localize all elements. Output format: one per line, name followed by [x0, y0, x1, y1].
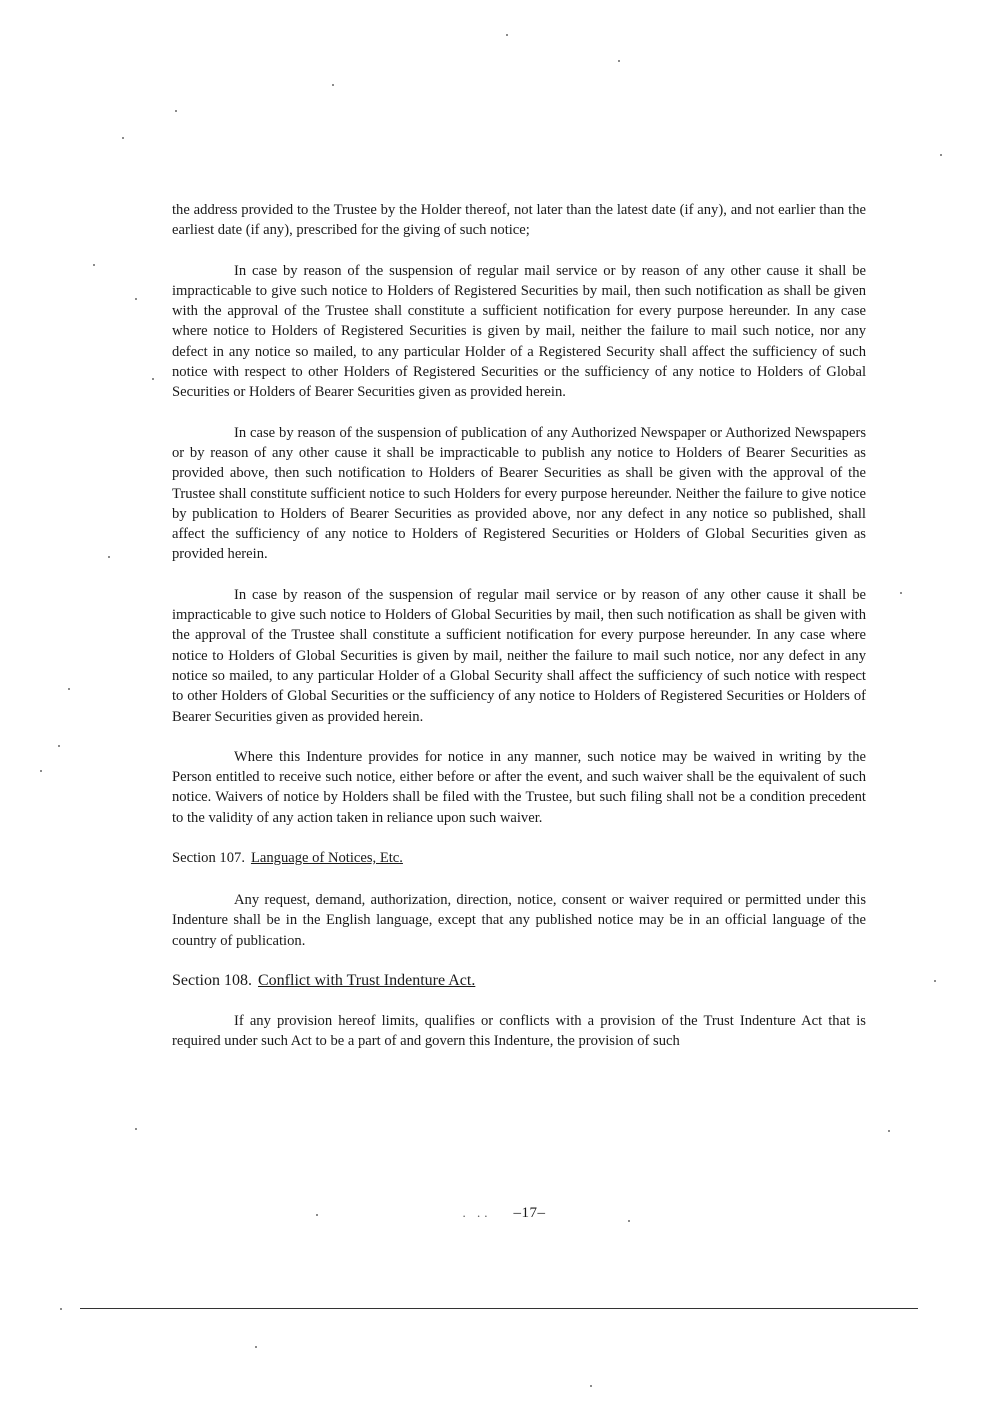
section-108-title: Conflict with Trust Indenture Act.: [258, 971, 476, 989]
scan-speck: [108, 556, 110, 558]
document-body: [172, 200, 866, 1072]
scan-speck: [506, 34, 508, 36]
paragraph-bearer-securities: In case by reason of the suspension of publication of any Authorized Newspaper or Authorized Newspapers or by reason of any other cause it shall be impracticable to publish any notice to Holders of Bearer Securities as provided above, then such notification to Holders of Bearer Securities as shall be given with the approval of the Trustee shall constitute sufficient notice to such Holders for every purpose hereunder. Neither the failure to give notice by publication to Holders of Bearer Securities as provided above, nor any defect in any notice so published, shall affect the sufficiency of any notice to Holders of Registered Securities or Holders of Global Securities given as provided herein.: [172, 424, 866, 563]
scan-speck: [40, 770, 42, 772]
scan-speck: [332, 84, 334, 86]
page-number-line: [0, 1205, 1008, 1222]
section-107-heading: [172, 848, 866, 868]
scan-speck: [628, 1220, 630, 1222]
scan-speck: [58, 745, 60, 747]
scan-speck: [316, 1214, 318, 1216]
section-107-body: Any request, demand, authorization, direction, notice, consent or waiver required or permitted under this Indenture shall be in the English language, except that any published notice may be in an official language of the country of publication.: [172, 892, 866, 949]
paragraph-global-securities: In case by reason of the suspension of regular mail service or by reason of any other cause it shall be impracticable to give such notice to Holders of Global Securities by mail, then such notification as shall be given with the approval of the Trustee shall constitute a sufficient notification for every purpose hereunder. In any case where notice to Holders of Global Securities is given by mail, neither the failure to mail such notice, nor any defect in any notice so mailed, to any particular Holder of a Global Security shall affect the sufficiency of such notice with respect to other Holders of Global Securities or the sufficiency of any notice to Holders of Registered Securities or Holders of Bearer Securities given as provided herein.: [172, 586, 866, 725]
scan-speck: [68, 688, 70, 690]
section-107-title: Language of Notices, Etc.: [250, 850, 403, 867]
paragraph-waiver: Where this Indenture provides for notice in any manner, such notice may be waived in writing by the Person entitled to receive such notice, either before or after the event, and such waiver shall be the equivalent of such notice. Waivers of notice by Holders shall be filed with the Trustee, but such filing shall not be a condition precedent to the validity of any action taken in reliance upon such waiver.: [172, 748, 866, 826]
scan-speck: [60, 1308, 62, 1310]
scan-speck: [135, 1128, 137, 1130]
scan-speck: [618, 60, 620, 62]
scan-speck: [255, 1346, 257, 1348]
paragraph-registered-securities: In case by reason of the suspension of regular mail service or by reason of any other cause it shall be impracticable to give such notice to Holders of Registered Securities by mail, then such notification as shall be given with the approval of the Trustee shall constitute a sufficient notification for every purpose hereunder. In any case where notice to Holders of Registered Securities is given by mail, neither the failure to mail such notice, nor any defect in any notice so mailed, to any particular Holder of a Registered Security shall affect the sufficiency of such notice with respect to other Holders of Registered Securities or the sufficiency of any notice to Holders of Global Securities or Holders of Bearer Securities given as provided herein.: [172, 262, 866, 401]
section-108-body: If any provision hereof limits, qualifies or conflicts with a provision of the Trust Indenture Act that is required under such Act to be a part of and govern this Indenture, the provision of such: [172, 1012, 866, 1050]
footer-rule: [80, 1308, 918, 1309]
scan-speck: [175, 110, 177, 112]
section-108-number: Section 108.: [172, 971, 252, 989]
section-108-heading: [172, 971, 866, 991]
scan-speck: [590, 1385, 592, 1387]
scan-speck: [934, 980, 936, 982]
scan-dots: . ..: [462, 1205, 492, 1220]
section-107-number: Section 107.: [172, 850, 245, 867]
scan-speck: [93, 264, 95, 266]
scan-speck: [900, 592, 902, 594]
scan-speck: [888, 1130, 890, 1132]
scan-speck: [135, 298, 137, 300]
page-number: –17–: [513, 1205, 546, 1221]
scan-speck: [152, 378, 154, 380]
paragraph-continuation: the address provided to the Trustee by the Holder thereof, not later than the latest date (if any), and not earlier than the earliest date (if any), prescribed for the giving of such notice;: [172, 202, 866, 239]
scan-speck: [122, 137, 124, 139]
scan-speck: [940, 154, 942, 156]
